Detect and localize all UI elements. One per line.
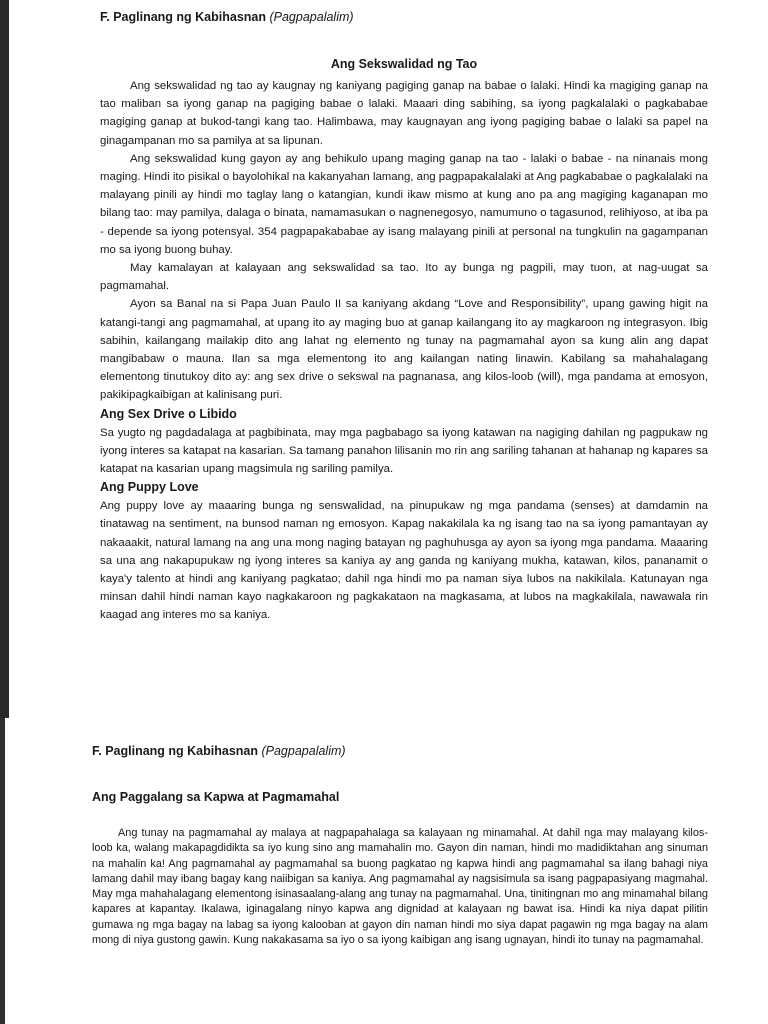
- libido-paragraph: Sa yugto ng pagdadalaga at pagbibinata, may mga pagbabago sa iyong katawan na nagiging dahilan ng pagpukaw ng iyong interes sa katapat na kasarian. Sa tamang panahon lilisanin mo rin ang sariling tahanan at hahanap ng kapares sa katapat na kasarian upang magsimula ng sariling pamilya.: [100, 426, 708, 476]
- puppy-love-paragraph: Ang puppy love ay maaaring bunga ng senswalidad, na pinupukaw ng mga pandama (senses) at damdamin na tinatawag na sentiment, na bunsod naman ng emosyon. Kapag nakakilala ka ng isang tao na sa iyong pamantayan ay nakaaakit, natural lamang na ang una mong naging batayan ng paghuhusga ay ayon sa iyong mga pandama. Maaaring sa una ang nakapupukaw ng iyong interes sa kaniya ay ang ganda ng kaniyang mukha, katawan, kilos, pananamit o kaya'y talento at hindi ang kaniyang pagkatao; dahil nga hindi mo pa naman siya lubos na nakikilala. Katunayan nga minsan dahil hindi naman kayo nagkakaroon ng pagkakataon na magkasama, at lubos na magkakilala, nawawala rin kaagad ang interes mo sa kaniya.: [100, 500, 708, 622]
- section-heading: [100, 6, 708, 28]
- document-page-1: [100, 6, 708, 625]
- section-heading-2-text: F. Paglinang ng Kabihasnan: [92, 744, 258, 758]
- page2-paragraph: Ang tunay na pagmamahal ay malaya at nagpapahalaga sa kalayaan ng minamahal. At dahil nga may malayang kilos-loob ka, walang makapagdidikta sa iyo kung sino ang mamahalin mo. Gayon din naman, hindi mo madidiktahan ang sinuman na mahalin ka! Ang pagmamahal ay pagmamahal sa buong pagkatao ng kapwa hindi ang pagmamahal sa ilang bahagi niya lamang dahil may ibang bagay kang naiibigan sa kaniya. Ang pagmamahal ay nagsisimula sa isang pagpapasiyang magmahal. May mga mahahalagang elementong isinasaalang-alang ang tunay na pagmamahal. Una, tinitingnan mo ang minamahal bilang kapares at kapantay. Ikalawa, iginagalang ninyo kapwa ang dignidad at kalayaan ng bawat isa. Hindi ka niya dapat pilitin gumawa ng mga bagay na labag sa iyong kalooban at gayon din naman hindi mo siya dapat pagawin ng mga bagay na alam mong di niya gustong gawin. Kung nakakasama sa iyo o sa iyong kaibigan ang isang ugnayan, hindi ito tunay na pagmamahal.: [92, 827, 708, 947]
- section-heading-text: F. Paglinang ng Kabihasnan: [100, 10, 266, 24]
- article-title-2: Ang Paggalang sa Kapwa at Pagmamahal: [92, 790, 340, 804]
- scan-edge-top: [0, 0, 9, 718]
- paragraph-3: May kamalayan at kalayaan ang sekswalidad sa tao. Ito ay bunga ng pagpili, may tuon, at nag-uugat sa pagmamahal.: [100, 262, 708, 293]
- scan-edge-bottom: [0, 718, 5, 1024]
- puppy-love-heading: Ang Puppy Love: [100, 480, 199, 495]
- section-heading-hint: (Pagpapalalim): [269, 10, 354, 24]
- libido-heading: Ang Sex Drive o Libido: [100, 406, 237, 421]
- section-heading-2-hint: (Pagpapalalim): [261, 744, 346, 758]
- paragraph-1: Ang sekswalidad ng tao ay kaugnay ng kaniyang pagiging ganap na babae o lalaki. Hindi ka magiging ganap na tao maliban sa iyong ganap na pagiging babae o lalaki. Maaari ding sabihing, sa iyong pagkalalaki o pagkababae magiging ganap at bukod-tangi kang tao. Halimbawa, may kaugnayan ang iyong pagiging babae o lalaki sa papel na ginagampanan mo sa pamilya at sa lipunan.: [100, 80, 708, 147]
- document-page-2: [92, 740, 708, 948]
- paragraph-2: Ang sekswalidad kung gayon ay ang behikulo upang maging ganap na tao - lalaki o babae - na ninanais mong maging. Hindi ito pisikal o bayolohikal na kakanyahan lamang, ang pagpapakalalaki at Ang pagkababae o pagkalalaki na malayang pinili ay hindi mo taglay lang o katangian, kundi ikaw mismo at kung ano pa ang magiging kaganapan mo bilang tao: may pamilya, dalaga o binata, namamasukan o nagnenegosyo, namumuno o tagasunod, relihiyoso, at iba pa - depende sa iyong potensyal. 354 pagpapakababae ay isang malayang pinili at personal na tungkulin na gagampanan mo sa iyong buong buhay.: [100, 152, 708, 256]
- article-title: Ang Sekswalidad ng Tao: [330, 57, 478, 71]
- paragraph-4: Ayon sa Banal na si Papa Juan Paulo II sa kaniyang akdang “Love and Responsibility”, upang gawing higit na katangi-tangi ang pagmamahal, at upang ito ay maging buo at ganap kailangang ito ay magkaroon ng integrasyon. Ibig sabihin, kailangang mailakip dito ang lahat ng elemento ng tunay na pagmamahal ayon sa kung alin ang dapat mangibabaw o mauna. Ilan sa mga elementong ito ang kailangan nating linawin. Kabilang sa mahahalagang elementong tinutukoy dito ay: ang sex drive o sekswal na pagnanasa, ang kilos-loob (will), mga pandama at emosyon, pakikipagkaibigan at kalinisang puri.: [100, 298, 708, 402]
- section-heading-2: [92, 740, 708, 762]
